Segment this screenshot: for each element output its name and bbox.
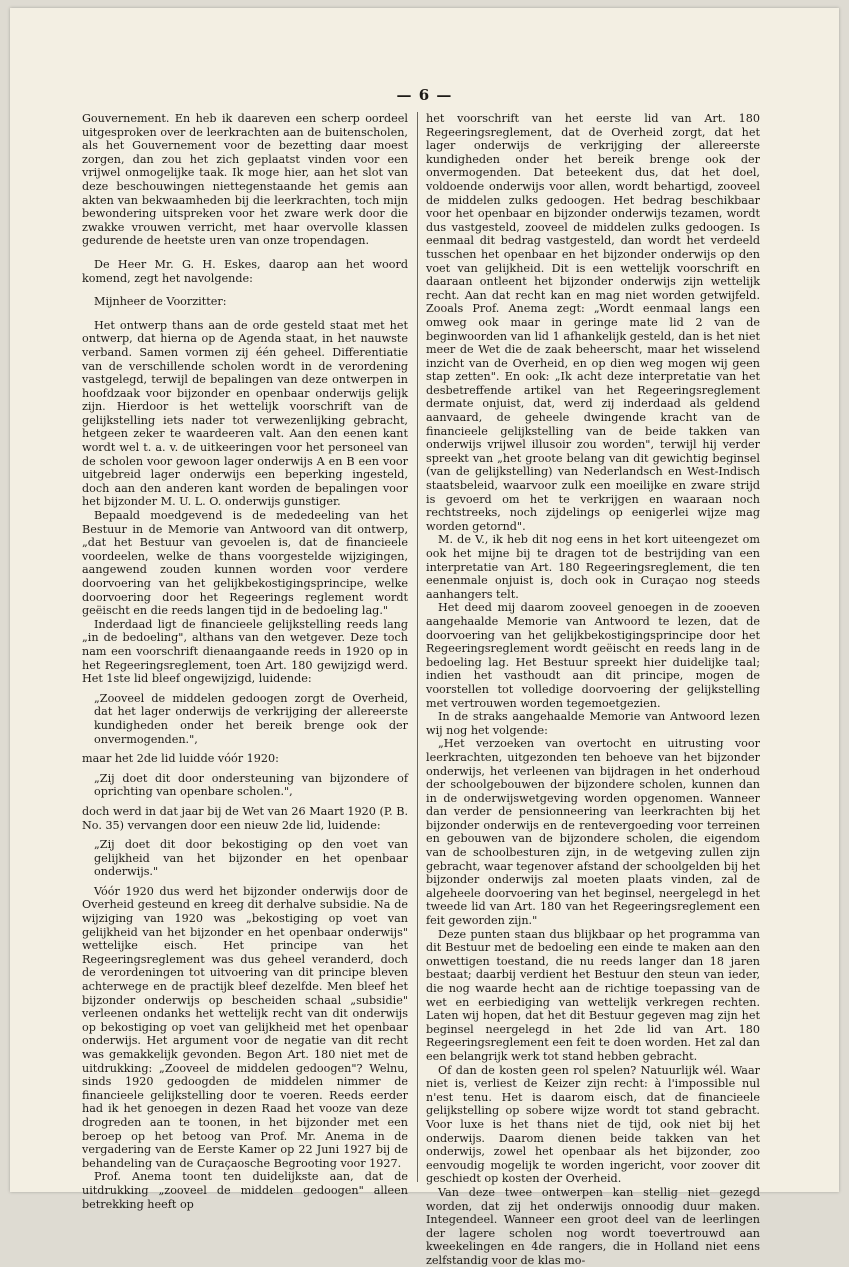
paragraph: Bepaald moedgevend is de mededeeling van het Bestuur in de Memorie van Antwoord van dit ontwerp, „dat het Bestuur van gevoelen is, dat de financieele voordeelen, welke de thans voorgestelde wijzigingen, aangewend zouden kunnen worden voor verdere doorvoering van het gelijkbekostigingsprincipe, welke doorvoering door het Regeerings reglement wordt geëischt en die reeds langen tijd in de bedoeling lag." bbox=[82, 509, 408, 618]
paragraph: Van deze twee ontwerpen kan stellig niet gezegd worden, dat zij het onderwijs onnoodig duur maken. Integendeel. Wanneer een groot deel van de leerlingen der lagere scholen nog wordt toevertrouwd aan kweekelingen en 4de rangers, die in Holland niet eens zelfstandig voor de klas mo- bbox=[426, 1185, 760, 1267]
left-column bbox=[82, 112, 408, 1211]
paragraph: Gouvernement. En heb ik daareven een scherp oordeel uitgesproken over de leerkrachten aan de buitenscholen, als het Gouvernement voor de bezetting daar moest zorgen, dan zou het zich geplaatst vinden voor een vrijwel onmogelijke taak. Ik moge hier, aan het slot van deze beschouwingen niettegenstaande het gemis aan akten van bekwaamheden bij die leerkrachten, toch mijn bewondering uitspreken voor het zware werk door die zwakke vrouwen verricht, met haar overvolle klassen gedurende de heetste uren van onze tropendagen. bbox=[82, 112, 408, 248]
paragraph: M. de V., ik heb dit nog eens in het kort uiteengezet om ook het mijne bij te dragen tot de bestrijding van een interpretatie van Art. 180 Regeeringsreglement, die ten eenenmale onjuist is, doch ook in Curaçao nog steeds aanhangers telt. bbox=[426, 533, 760, 601]
paragraph: Inderdaad ligt de financieele gelijkstelling reeds lang „in de bedoeling", althans van den wetgever. Deze toch nam een voorschrift dienaangaande reeds in 1920 op in het Regeeringsreglement, toen Art. 180 gewijzigd werd. Het 1ste lid bleef ongewijzigd, luidende: bbox=[82, 617, 408, 686]
paragraph: Deze punten staan dus blijkbaar op het programma van dit Bestuur met de bedoeling een einde te maken aan den onwettigen toestand, die nu reeds langer dan 18 jaren bestaat; daarbij verdient het Bestuur den steun van ieder, die nog waarde hecht aan de richtige toepassing van de wet en eerbiediging van wettelijk verkregen rechten. Laten wij hopen, dat het dit Bestuur gegeven mag zijn het beginsel neergelegd in het 2de lid van Art. 180 Regeeringsreglement een feit te doen worden. Het zal dan een belangrijk werk tot stand hebben gebracht. bbox=[426, 927, 760, 1063]
paragraph: „Het verzoeken van overtocht en uitrusting voor leerkrachten, uitgezonden ten behoeve van het bijzonder onderwijs, het verleenen van bijdragen in het onderhoud der schoolgebouwen der bijzondere scholen, kunnen dan in de onderwijswetgeving worden opgenomen. Wanneer dan verder de pensionneering van leerkrachten bij het bijzonder onderwijs en de rentevergoeding voor terreinen en gebouwen van de bijzondere scholen, die eigendom van de schoolbesturen zijn, in de wetgeving zullen zijn gebracht, waar tegenover afstand der schoolgelden bij het bijzonder onderwijs zal moeten plaats vinden, zal de algeheele doorvoering van het beginsel, neergelegd in het tweede lid van Art. 180 van het Regeeringsreglement een feit geworden zijn." bbox=[426, 737, 760, 928]
paragraph: Het ontwerp thans aan de orde gesteld staat met het ontwerp, dat hierna op de Agenda staat, in het nauwste verband. Samen vormen zij één geheel. Differentiatie van de verschillende scholen wordt in de verordening vastgelegd, terwijl de bepalingen van deze ontwerpen in hoofdzaak voor bijzonder en openbaar onderwijs gelijk zijn. Hierdoor is het wettelijk voorschrift van de gelijkstelling iets nader tot verwezenlijking gebracht, hetgeen zeker te waardeeren valt. Aan den eenen kant wordt wel t. a. v. de uitkeeringen voor het personeel van de scholen voor gewoon lager onderwijs A en B een voor uitgebreid lager onderwijs een beperking ingesteld, doch aan den anderen kant worden de bepalingen voor het bijzonder M. U. L. O. onderwijs gunstiger. bbox=[82, 318, 408, 509]
right-column bbox=[426, 112, 760, 1267]
paragraph: De Heer Mr. G. H. Eskes, daarop aan het woord komend, zegt het navolgende: bbox=[82, 257, 408, 285]
paragraph: Prof. Anema toont ten duidelijkste aan, dat de uitdrukking „zooveel de middelen gedoogen" alleen betrekking heeft op bbox=[82, 1170, 408, 1211]
quoted-text: „Zij doet dit door bekostiging op den voet van gelijkheid van het bijzonder en het openbaar onderwijs." bbox=[94, 838, 408, 879]
paragraph: Mijnheer de Voorzitter: bbox=[94, 295, 227, 309]
column-divider bbox=[417, 112, 418, 1182]
page-number: — 6 — bbox=[396, 86, 453, 104]
paragraph: Vóór 1920 dus werd het bijzonder onderwijs door de Overheid gesteund en kreeg dit derhalve subsidie. Na de wijziging van 1920 was „bekostiging op voet van gelijkheid van het bijzonder en het openbaar onderwijs" wettelijke eisch. Het principe van het Regeeringsreglement was dus geheel veranderd, doch de verordeningen tot uitvoering van dit principe bleven achterwege en de practijk bleef dezelfde. Men bleef het bijzonder onderwijs op bescheiden schaal „subsidie" verleenen ondanks het wettelijk recht van dit onderwijs op bekostiging op voet van gelijkheid met het openbaar onderwijs. Het argument voor de negatie van dit recht was gemakkelijk gevonden. Begon Art. 180 niet met de uitdrukking: „Zooveel de middelen gedoogen"? Welnu, sinds 1920 gedoogden de middelen nimmer de financieele gelijkstelling door te voeren. Reeds eerder had ik het genoegen in dezen Raad het vooze van deze drogreden aan te toonen, in het bijzonder met een beroep op het betoog van Prof. Mr. Anema in de vergadering van de Eerste Kamer op 22 Juni 1927 bij de behandeling van de Curaçaosche Begrooting voor 1927. bbox=[82, 884, 408, 1170]
paragraph: doch werd in dat jaar bij de Wet van 26 Maart 1920 (P. B. No. 35) vervangen door een nieuw 2de lid, luidende: bbox=[82, 804, 408, 832]
paragraph: maar het 2de lid luidde vóór 1920: bbox=[82, 752, 279, 766]
quoted-text: „Zooveel de middelen gedoogen zorgt de Overheid, dat het lager onderwijs de verkrijging der allereerste kundigheden onder het bereik brenge ook der onvermogenden.", bbox=[94, 691, 408, 746]
paragraph: Of dan de kosten geen rol spelen? Natuurlijk wél. Waar niet is, verliest de Keizer zijn recht: à l'impossible nul n'est tenu. Het is daarom eisch, dat de financieele gelijkstelling op sobere wijze wordt tot stand gebracht. Voor luxe is het thans niet de tijd, ook niet bij het onderwijs. Daarom dienen beide takken van het onderwijs, zowel het openbaar als het bijzonder, zoo eenvoudig mogelijk te worden ingericht, voor zoover dit geschiedt op kosten der Overheid. bbox=[426, 1063, 760, 1186]
paragraph: het voorschrift van het eerste lid van Art. 180 Regeeringsreglement, dat de Overheid zorgt, dat het lager onderwijs de verkrijging der allereerste kundigheden onder het bereik brenge ook der onvermogenden. Dat beteekent dus, dat het doel, voldoende onderwijs voor allen, wordt behartigd, zooveel de middelen zulks gedoogen. Het bedrag beschikbaar voor het openbaar en bijzonder onderwijs tezamen, wordt dus vastgesteld, zooveel de middelen zulks gedoogen. Is eenmaal dit bedrag vastgesteld, dan wordt het verdeeld tusschen het openbaar en het bijzonder onderwijs op den voet van gelijkheid. Dit is een wettelijk voorschrift en daaraan ontleent het bijzonder onderwijs zijn wettelijk recht. Aan dat recht kan en mag niet worden getwijfeld. Zooals Prof. Anema zegt: „Wordt eenmaal langs een omweg ook maar in geringe mate lid 2 van de beginwoorden van lid 1 afhankelijk gesteld, dan is het niet meer de Wet die de zaak beheerscht, maar het wisselend inzicht van de Overheid, en op dien weg mogen wij geen stap zetten". En ook: „Ik acht deze interpretatie van het desbetreffende artikel van het Regeeringsreglement dermate onjuist, dat, werd zij inderdaad als geldend aanvaard, de geheele dwingende kracht van de financieele gelijkstelling van de beide takken van onderwijs vrijwel illusoir zou worden", terwijl hij verder spreekt van „het groote belang van dit gewichtig beginsel (van de gelijkstelling) van Nederlandsch en West-Indisch staatsbeleid, waarvoor zulk een moeilijke en zware strijd is gevoerd om het te verkrijgen en waaraan noch rechtstreeks, noch zijdelings op eenigerlei wijze mag worden getornd". bbox=[426, 112, 760, 533]
paragraph: Het deed mij daarom zooveel genoegen in de zooeven aangehaalde Memorie van Antwoord te lezen, dat de doorvoering van het gelijkbekostigingsprincipe door het Regeeringsreglement wordt geëischt en reeds lang in de bedoeling lag. Het Bestuur spreekt hier duidelijke taal; indien het vasthoudt aan dit principe, mogen de voorstellen tot volledige doorvoering der gelijkstelling met vertrouwen worden tegemoetgezien. bbox=[426, 601, 760, 710]
document-page bbox=[10, 8, 839, 1267]
quoted-text: „Zij doet dit door ondersteuning van bijzondere of oprichting van openbare scholen.", bbox=[94, 771, 408, 799]
paragraph: In de straks aangehaalde Memorie van Antwoord lezen wij nog het volgende: bbox=[426, 710, 760, 737]
